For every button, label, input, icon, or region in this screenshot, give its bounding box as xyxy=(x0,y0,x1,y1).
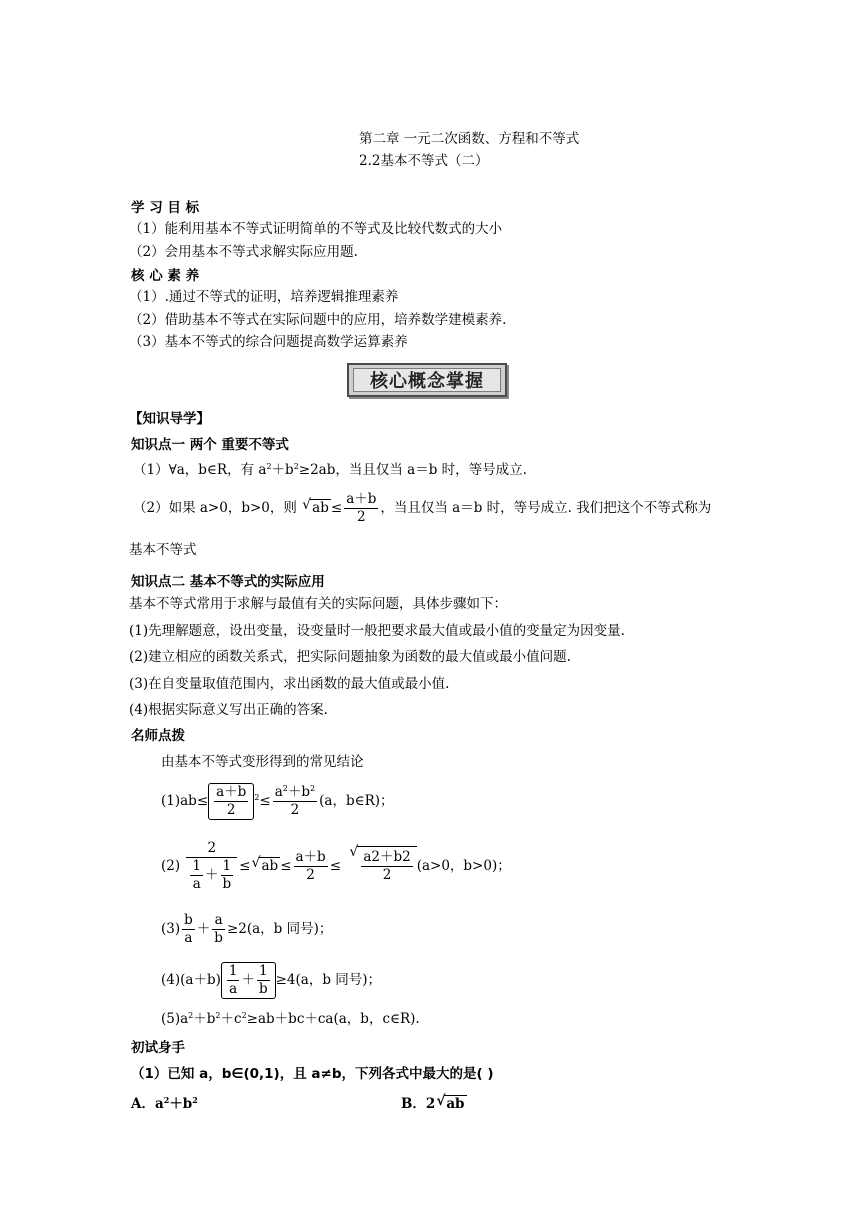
numerator: b xyxy=(184,912,193,928)
sqrt-ab: √ ab xyxy=(310,499,331,516)
text: (5)a xyxy=(161,1011,189,1027)
numerator: 1 xyxy=(221,858,234,876)
denominator: a xyxy=(184,930,193,946)
le-sign: ≤ xyxy=(329,858,342,874)
numerator: a＋b xyxy=(346,491,377,507)
numerator: 1 xyxy=(257,963,270,981)
fraction xyxy=(227,963,240,998)
text: ＋b xyxy=(169,1096,193,1112)
exponent: 2 xyxy=(192,1095,198,1105)
formula-1 xyxy=(161,783,394,820)
text: ≥4(a，b 同号)； xyxy=(275,972,382,988)
denominator: b xyxy=(214,930,223,946)
numerator xyxy=(273,784,317,802)
sqrt-fraction xyxy=(357,846,416,884)
text: ≥2(a，b 同号)； xyxy=(226,921,333,937)
text: (2) xyxy=(161,858,181,874)
option-a xyxy=(131,1094,198,1114)
le-sign: ≤ xyxy=(330,500,343,516)
sqrt-ab: √ ab xyxy=(444,1095,466,1112)
text: ＋c xyxy=(220,1011,242,1027)
literacy-item: （3）基本不等式的综合问题提高数学运算素养 xyxy=(129,334,408,350)
denominator: 2 xyxy=(382,867,392,883)
question-1: （1）已知 a，b∈(0,1)，且 a≠b，下列各式中最大的是( ) xyxy=(131,1066,494,1082)
text: (4)(a＋b) xyxy=(161,972,221,988)
point1-line1 xyxy=(133,460,527,480)
text: (1)ab≤ xyxy=(161,793,209,809)
numerator: a xyxy=(212,912,225,930)
text: ≥2ab，当且仅当 a＝b 时，等号成立. xyxy=(298,462,527,478)
denominator: 2 xyxy=(226,802,236,818)
denominator: 2 xyxy=(290,802,300,818)
trial-heading: 初试身手 xyxy=(131,1040,185,1056)
le-sign: ≤ xyxy=(280,858,292,874)
point2-title: 知识点二 基本不等式的实际应用 xyxy=(131,574,325,590)
formula-5 xyxy=(161,1009,420,1029)
exponent: 2 xyxy=(266,462,272,471)
literacy-item: （2）借助基本不等式在实际问题中的应用，培养数学建模素养. xyxy=(129,312,507,328)
fraction xyxy=(294,849,328,884)
point1-line2 xyxy=(133,491,711,526)
text: ＋b xyxy=(271,462,294,478)
numerator: 1 xyxy=(192,858,202,874)
fraction xyxy=(212,912,225,947)
numerator: 1 xyxy=(228,963,238,979)
text: ，当且仅当 a＝b 时，等号成立. 我们把这个不等式称为 xyxy=(380,500,712,516)
text: （1）∀a，b∈R，有 a xyxy=(133,462,267,478)
exponent: 2 xyxy=(163,1095,170,1105)
point1-title: 知识点一 两个 重要不等式 xyxy=(131,437,289,453)
text: a xyxy=(274,784,283,800)
denominator xyxy=(186,858,237,893)
tips-intro: 由基本不等式变形得到的常见结论 xyxy=(161,754,364,770)
text: （2）如果 a>0，b>0，则 xyxy=(133,500,297,516)
numerator: 2 xyxy=(186,840,237,858)
option-b xyxy=(401,1094,467,1114)
point1-line3: 基本不等式 xyxy=(129,542,197,558)
fraction xyxy=(214,784,248,819)
guide-heading: 【知识导学】 xyxy=(129,411,210,427)
fraction xyxy=(186,840,237,893)
objective-item: （2）会用基本不等式求解实际应用题. xyxy=(129,244,358,260)
numerator: a＋b xyxy=(295,849,326,865)
fraction xyxy=(344,491,378,526)
text: ≥ab＋bc＋ca(a，b，c∈R). xyxy=(246,1011,420,1027)
fraction xyxy=(182,912,195,947)
objective-item: （1）能利用基本不等式证明简单的不等式及比较代数式的大小 xyxy=(129,221,503,237)
formula-2 xyxy=(161,840,511,893)
exponent: 2 xyxy=(188,1011,194,1020)
fraction xyxy=(190,858,203,893)
fraction xyxy=(273,784,317,819)
formula-4 xyxy=(161,962,381,999)
core-concept-banner xyxy=(347,363,507,397)
denominator: b xyxy=(258,981,268,997)
text: B．2 xyxy=(401,1096,436,1112)
section-title: 2.2基本不等式（二） xyxy=(359,153,489,169)
literacy-heading: 核 心 素 养 xyxy=(131,268,200,284)
exponent: 2 xyxy=(215,1011,221,1020)
text: (3) xyxy=(161,921,181,937)
le-sign: ≤ xyxy=(239,858,251,874)
plus-sign: ＋ xyxy=(241,972,255,988)
exponent: 2 xyxy=(254,793,260,802)
objectives-heading: 学 习 目 标 xyxy=(131,200,200,216)
literacy-item: （1）.通过不等式的证明，培养逻辑推理素养 xyxy=(129,289,399,305)
exponent: 2 xyxy=(282,784,288,793)
fraction xyxy=(257,963,270,998)
point2-intro: 基本不等式常用于求解与最值有关的实际问题，具体步骤如下： xyxy=(129,596,507,612)
text: (a>0，b>0)； xyxy=(416,858,511,874)
exponent: 2 xyxy=(293,462,299,471)
step-item: (1)先理解题意，设出变量，设变量时一般把要求最大值或最小值的变量定为因变量. xyxy=(129,623,625,639)
bracket xyxy=(208,783,254,820)
text: ＋b xyxy=(193,1011,216,1027)
denominator: b xyxy=(222,876,232,892)
bracket xyxy=(221,962,276,999)
exponent: 2 xyxy=(310,784,316,793)
denominator: 2 xyxy=(356,509,366,525)
banner-label: 核心概念掌握 xyxy=(353,368,501,392)
denominator: a xyxy=(229,981,238,997)
numerator: √ a2＋b2 xyxy=(363,849,411,865)
numerator: a＋b xyxy=(216,784,247,800)
fraction xyxy=(361,849,412,884)
denominator: 2 xyxy=(306,867,315,883)
step-item: (4)根据实际意义写出正确的答案. xyxy=(129,702,328,718)
tips-heading: 名师点拨 xyxy=(131,728,185,744)
denominator: a xyxy=(192,876,201,892)
plus-sign: ＋ xyxy=(196,921,211,937)
text: ＋b xyxy=(287,784,311,800)
text: (a，b∈R)； xyxy=(319,793,394,809)
le-sign: ≤ xyxy=(259,793,271,809)
step-item: (2)建立相应的函数关系式，把实际问题抽象为函数的最大值或最小值问题. xyxy=(129,649,571,665)
plus-sign: ＋ xyxy=(205,867,219,883)
chapter-title: 第二章 一元二次函数、方程和不等式 xyxy=(359,131,580,147)
step-item: (3)在自变量取值范围内，求出函数的最大值或最小值. xyxy=(129,676,450,692)
fraction xyxy=(221,858,234,893)
text: A．a xyxy=(131,1096,164,1112)
formula-3 xyxy=(161,912,332,947)
exponent: 2 xyxy=(241,1011,247,1020)
sqrt-ab: √ ab xyxy=(259,857,280,874)
